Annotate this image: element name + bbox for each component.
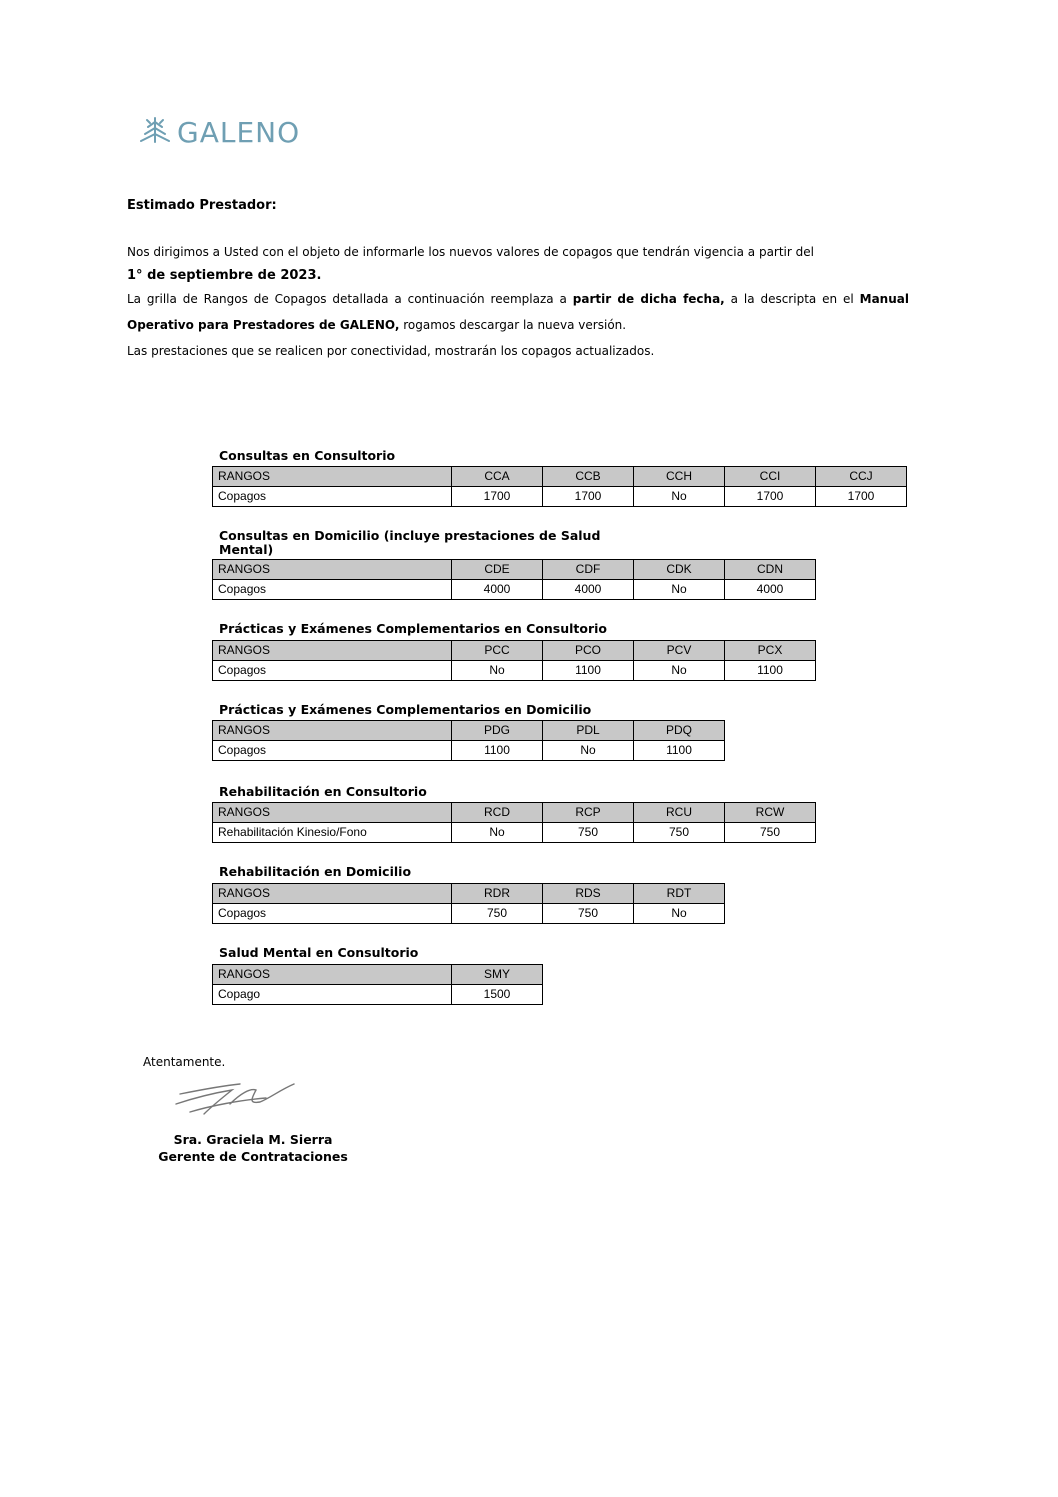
range-code-cell: CCH — [634, 467, 725, 487]
galeno-logo — [137, 114, 300, 150]
copago-value-cell: 1100 — [634, 741, 725, 761]
copago-table — [212, 466, 907, 507]
header-label-cell: RANGOS — [213, 965, 452, 985]
signer-name: Sra. Graciela M. Sierra — [173, 1132, 333, 1147]
range-code-cell: RDT — [634, 884, 725, 904]
range-code-cell: CDN — [725, 560, 816, 580]
header-label-cell: RANGOS — [213, 721, 452, 741]
copago-value-cell: No — [634, 661, 725, 681]
galeno-tree-icon — [137, 114, 173, 150]
range-code-cell: CCB — [543, 467, 634, 487]
range-code-cell: CDF — [543, 560, 634, 580]
row-label-cell: Copagos — [213, 904, 452, 924]
grid-replacement-paragraph: La grilla de Rangos de Copagos detallada a continuación reemplaza a partir de dicha fecha, a la descripta en el Manual — [127, 292, 909, 306]
section-title: Salud Mental en Consultorio — [219, 945, 419, 960]
table-row — [213, 741, 725, 761]
copago-value-cell: 750 — [543, 904, 634, 924]
header-label-cell: RANGOS — [213, 803, 452, 823]
signer-block — [158, 1131, 348, 1165]
greeting: Estimado Prestador: — [127, 198, 277, 213]
copago-value-cell: 750 — [452, 904, 543, 924]
logo-text: GALENO — [177, 115, 301, 149]
range-code-cell: CDE — [452, 560, 543, 580]
copago-value-cell: No — [634, 487, 725, 507]
table-row — [213, 580, 816, 600]
table-header-row — [213, 965, 543, 985]
section-title: Prácticas y Exámenes Complementarios en Consultorio — [219, 621, 608, 636]
range-code-cell: RCU — [634, 803, 725, 823]
copago-value-cell: No — [634, 580, 725, 600]
copago-table — [212, 802, 816, 843]
range-code-cell: RDS — [543, 884, 634, 904]
table-row — [213, 985, 543, 1005]
range-code-cell: PCC — [452, 641, 543, 661]
copago-value-cell: 1100 — [543, 661, 634, 681]
range-code-cell: CCA — [452, 467, 543, 487]
table-header-row — [213, 467, 907, 487]
header-label-cell: RANGOS — [213, 641, 452, 661]
range-code-cell: SMY — [452, 965, 543, 985]
copago-value-cell: 750 — [543, 823, 634, 843]
closing-text: Atentamente. — [143, 1055, 226, 1069]
section-title: Consultas en Domicilio (incluye prestaciones de Salud Mental) — [219, 528, 601, 557]
table-header-row — [213, 560, 816, 580]
section-title: Consultas en Consultorio — [219, 448, 396, 463]
effective-date: 1° de septiembre de 2023. — [127, 268, 322, 283]
copago-value-cell: 1100 — [452, 741, 543, 761]
range-code-cell: PDG — [452, 721, 543, 741]
row-label-cell: Copagos — [213, 580, 452, 600]
copago-value-cell: No — [634, 904, 725, 924]
range-code-cell: PCO — [543, 641, 634, 661]
copago-value-cell: 1700 — [816, 487, 907, 507]
copago-value-cell: 4000 — [543, 580, 634, 600]
copago-value-cell: 750 — [634, 823, 725, 843]
row-label-cell: Copago — [213, 985, 452, 1005]
section-title: Prácticas y Exámenes Complementarios en Domicilio — [219, 702, 592, 717]
intro-paragraph: Nos dirigimos a Usted con el objeto de informarle los nuevos valores de copagos que tendrán vigencia a partir del — [127, 245, 814, 259]
header-label-cell: RANGOS — [213, 467, 452, 487]
copago-value-cell: 750 — [725, 823, 816, 843]
copago-value-cell: 1700 — [725, 487, 816, 507]
table-header-row — [213, 721, 725, 741]
copago-value-cell: 4000 — [725, 580, 816, 600]
range-code-cell: CCJ — [816, 467, 907, 487]
copago-value-cell: No — [452, 823, 543, 843]
range-code-cell: PCX — [725, 641, 816, 661]
table-header-row — [213, 884, 725, 904]
connectivity-paragraph: Las prestaciones que se realicen por conectividad, mostrarán los copagos actualizados. — [127, 344, 655, 358]
copago-table — [212, 640, 816, 681]
copago-table — [212, 883, 725, 924]
copago-value-cell: No — [543, 741, 634, 761]
table-row — [213, 823, 816, 843]
header-label-cell: RANGOS — [213, 884, 452, 904]
range-code-cell: RCD — [452, 803, 543, 823]
range-code-cell: PDL — [543, 721, 634, 741]
section-title: Rehabilitación en Consultorio — [219, 784, 427, 799]
copago-table — [212, 964, 543, 1005]
header-label-cell: RANGOS — [213, 560, 452, 580]
signer-role: Gerente de Contrataciones — [158, 1149, 348, 1164]
range-code-cell: RCP — [543, 803, 634, 823]
range-code-cell: PDQ — [634, 721, 725, 741]
copago-value-cell: 1500 — [452, 985, 543, 1005]
copago-value-cell: 1700 — [452, 487, 543, 507]
copago-value-cell: 4000 — [452, 580, 543, 600]
table-row — [213, 904, 725, 924]
copago-value-cell: 1700 — [543, 487, 634, 507]
copago-value-cell: No — [452, 661, 543, 681]
handwritten-signature — [170, 1074, 310, 1126]
range-code-cell: RDR — [452, 884, 543, 904]
table-row — [213, 661, 816, 681]
range-code-cell: CDK — [634, 560, 725, 580]
row-label-cell: Copagos — [213, 741, 452, 761]
copago-table — [212, 559, 816, 600]
table-row — [213, 487, 907, 507]
table-header-row — [213, 641, 816, 661]
range-code-cell: PCV — [634, 641, 725, 661]
row-label-cell: Copagos — [213, 487, 452, 507]
section-title: Rehabilitación en Domicilio — [219, 864, 412, 879]
row-label-cell: Rehabilitación Kinesio/Fono — [213, 823, 452, 843]
table-header-row — [213, 803, 816, 823]
manual-paragraph: Operativo para Prestadores de GALENO, rogamos descargar la nueva versión. — [127, 318, 627, 332]
copago-value-cell: 1100 — [725, 661, 816, 681]
range-code-cell: RCW — [725, 803, 816, 823]
row-label-cell: Copagos — [213, 661, 452, 681]
copago-table — [212, 720, 725, 761]
range-code-cell: CCI — [725, 467, 816, 487]
